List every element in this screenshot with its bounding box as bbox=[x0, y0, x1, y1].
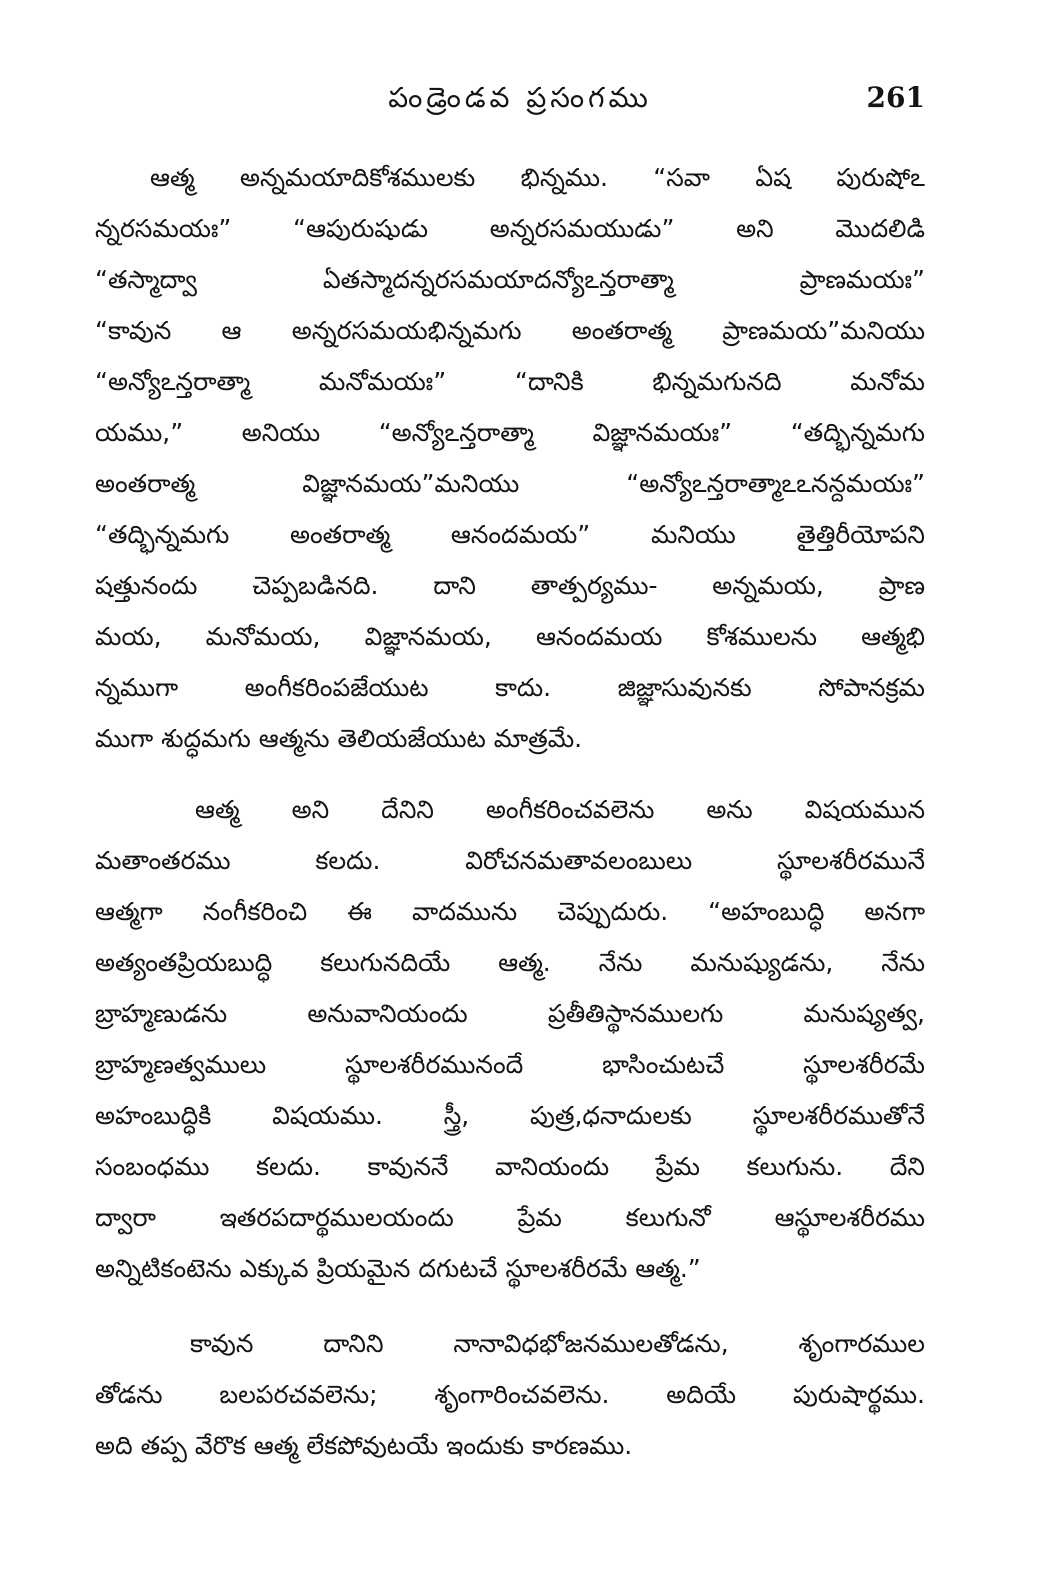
paragraph bbox=[95, 152, 925, 764]
text-line: ఆత్మ అని దేనిని అంగీకరించవలెను అను విషయమున bbox=[195, 795, 925, 824]
text-line: సంబంధము కలదు. కావుననే వానియందు ప్రేమ కలుగును. దేని bbox=[95, 1152, 925, 1181]
text-line: అత్యంతప్రియబుద్ధి కలుగునదియే ఆత్మ. నేను మనుష్యుడను, నేను bbox=[95, 948, 925, 977]
text-line: బ్రాహ్మణుడను అనువానియందు ప్రతీతిస్థానములగు మనుష్యత్వ, bbox=[95, 999, 925, 1028]
text-line: మయ, మనోమయ, విజ్ఞానమయ, ఆనందమయ కోశములను ఆత్మభి bbox=[95, 622, 925, 651]
text-line: న్నముగా అంగీకరింపజేయుట కాదు. జిజ్ఞాసువునకు సోపానక్రమ bbox=[95, 673, 925, 702]
text-line: “తద్భిన్నమగు అంతరాత్మ ఆనందమయ” మనియు తైత్తిరీయోపని bbox=[95, 520, 925, 549]
text-line: “అన్యోఽన్తరాత్మా మనోమయః” “దానికి భిన్నమగునది మనోమ bbox=[95, 367, 925, 396]
text-line: ఆత్మగా నంగీకరించి ఈ వాదమును చెప్పుదురు. “అహంబుద్ధి అనగా bbox=[95, 897, 925, 926]
text-line: యము,” అనియు “అన్యోఽన్తరాత్మా విజ్ఞానమయః” “తద్భిన్నమగు bbox=[95, 418, 925, 447]
text-line: “తస్మాద్వా ఏతస్మాదన్నరసమయాదన్యోఽన్తరాత్మా ప్రాణమయః” bbox=[95, 265, 925, 294]
page-number: 261 bbox=[866, 81, 925, 114]
text-line: అంతరాత్మ విజ్ఞానమయ”మనియు “అన్యోఽన్తరాత్మాఽఽనన్దమయః” bbox=[95, 469, 925, 498]
paragraph bbox=[95, 784, 925, 1294]
text-line: “కావున ఆ అన్నరసమయభిన్నమగు అంతరాత్మ ప్రాణమయ”మనియు bbox=[95, 316, 925, 345]
text-line: తోడను బలపరచవలెను; శృంగారించవలెను. అదియే పురుషార్థము. bbox=[95, 1380, 925, 1409]
text-line: అన్నిటికంటెను ఎక్కువ ప్రియమైన దగుటచే స్థూలశరీరమే ఆత్మ.” bbox=[95, 1254, 701, 1283]
text-line: న్నరసమయః” “ఆపురుషుడు అన్నరసమయుడు” అని మొదలిడి bbox=[95, 214, 925, 243]
running-head: పండ్రెండవ ప్రసంగము bbox=[388, 81, 652, 114]
text-line: ముగా శుద్ధమగు ఆత్మను తెలియజేయుట మాత్రమే. bbox=[95, 724, 583, 753]
text-line: మతాంతరము కలదు. విరోచనమతావలంబులు స్థూలశరీరమునే bbox=[95, 846, 925, 875]
text-line: కావున దానిని నానావిధభోజనములతోడను, శృంగారముల bbox=[190, 1329, 925, 1358]
text-line: ఆత్మ అన్నమయాదికోశములకు భిన్నము. “సవా ఏష పురుషోఽ bbox=[150, 163, 925, 192]
paragraph bbox=[95, 1318, 925, 1471]
body-text bbox=[95, 152, 925, 1491]
text-line: బ్రాహ్మణత్వములు స్థూలశరీరమునందే భాసించుటచే స్థూలశరీరమే bbox=[95, 1050, 925, 1079]
text-line: అహంబుద్ధికి విషయము. స్త్రీ, పుత్ర,ధనాదులకు స్థూలశరీరముతోనే bbox=[95, 1101, 925, 1130]
text-line: షత్తునందు చెప్పబడినది. దాని తాత్పర్యము- అన్నమయ, ప్రాణ bbox=[95, 571, 925, 600]
text-line: ద్వారా ఇతరపదార్థములయందు ప్రేమ కలుగునో ఆస్థూలశరీరము bbox=[95, 1203, 925, 1232]
text-line: అది తప్ప వేరొక ఆత్మ లేకపోవుటయే ఇందుకు కారణము. bbox=[95, 1431, 633, 1460]
